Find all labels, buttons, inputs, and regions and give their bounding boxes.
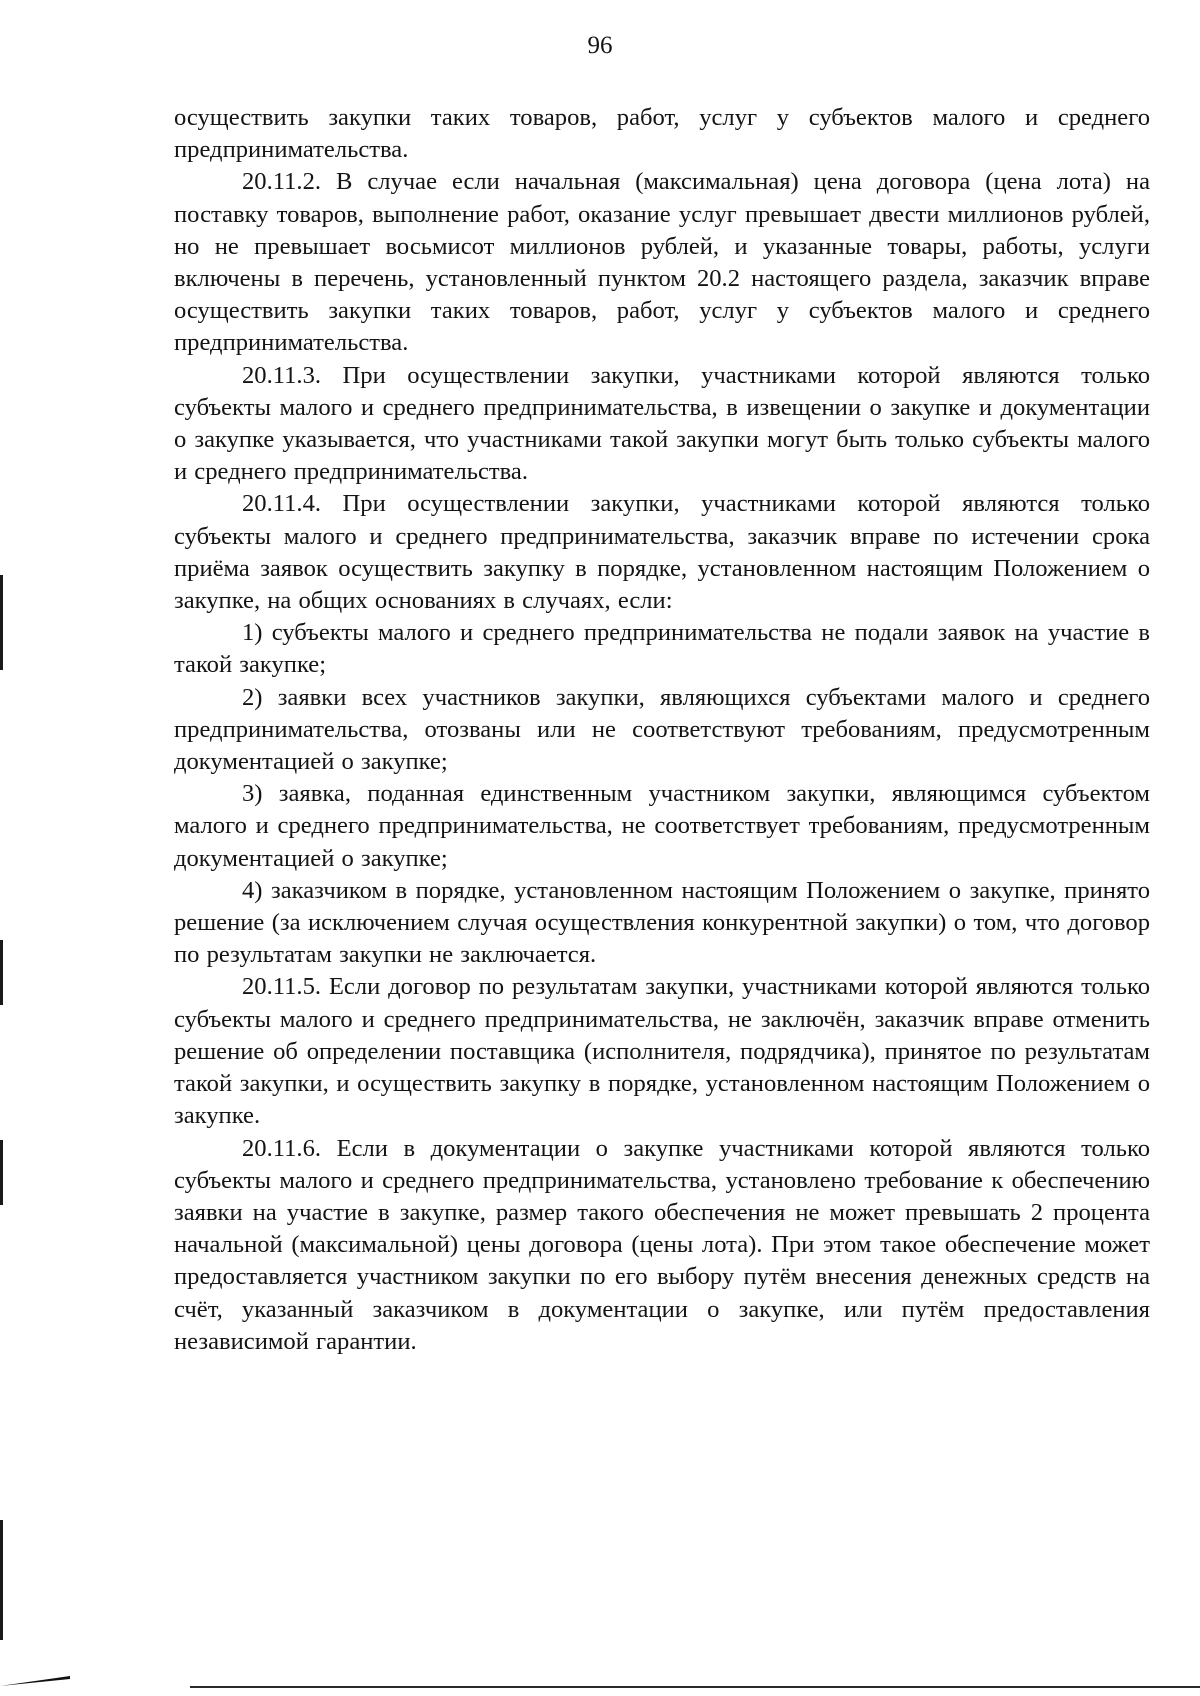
- list-item-4: 4) заказчиком в порядке, установленном настоящим Положением о закупке, принято решение (за исключением случая осуществления конкурентной закупки) о том, что договор по результатам закупки не заключается.: [174, 876, 1150, 969]
- paragraph-20-11-3: 20.11.3. При осуществлении закупки, участниками которой являются только субъекты малого и среднего предпринимательства, в извещении о закупке и документации о закупке указывается, что участниками такой закупки могут быть только субъекты малого и среднего предпринимательства.: [174, 361, 1150, 486]
- scan-edge-mark: [0, 940, 3, 1005]
- scan-corner-mark: [0, 1676, 70, 1686]
- scan-edge-mark: [0, 575, 3, 670]
- list-item-2: 2) заявки всех участников закупки, являющихся субъектами малого и среднего предпринимательства, отозваны или не соответствуют требованиям, предусмотренным документацией о закупке;: [174, 683, 1150, 776]
- list-item-1: 1) субъекты малого и среднего предпринимательства не подали заявок на участие в такой закупке;: [174, 619, 1150, 679]
- page-number: 96: [587, 32, 613, 59]
- paragraph-20-11-5: 20.11.5. Если договор по результатам закупки, участниками которой являются только субъекты малого и среднего предпринимательства, не заключён, заказчик вправе отменить решение об определении поставщика (исполнителя, подрядчика), принятое по результатам такой закупки, и осуществить закупку в порядке, установленном настоящим Положением о закупке.: [174, 973, 1150, 1130]
- document-body: [174, 102, 1150, 1358]
- paragraph-continuation: осуществить закупки таких товаров, работ, услуг у субъектов малого и среднего предпринимательства.: [174, 104, 1150, 164]
- paragraph-20-11-4: 20.11.4. При осуществлении закупки, участниками которой являются только субъекты малого и среднего предпринимательства, заказчик вправе по истечении срока приёма заявок осуществить закупку в порядке, установленном настоящим Положением о закупке, на общих основаниях в случаях, если:: [174, 490, 1150, 615]
- scan-edge-mark: [0, 1140, 3, 1205]
- list-item-3: 3) заявка, поданная единственным участником закупки, являющимся субъектом малого и среднего предпринимательства, не соответствует требованиям, предусмотренным документацией о закупке;: [174, 780, 1150, 872]
- paragraph-20-11-6: 20.11.6. Если в документации о закупке участниками которой являются только субъекты малого и среднего предпринимательства, установлено требование к обеспечению заявки на участие в закупке, размер такого обеспечения не может превышать 2 процента начальной (максимальной) цены договора (цены лота). При этом такое обеспечение может предоставляется участником закупки по его выбору путём внесения денежных средств на счёт, указанный заказчиком в документации о закупке, или путём предоставления независимой гарантии.: [174, 1134, 1150, 1355]
- scan-edge-mark: [0, 1520, 3, 1640]
- paragraph-20-11-2: 20.11.2. В случае если начальная (максимальная) цена договора (цена лота) на поставку товаров, выполнение работ, оказание услуг превышает двести миллионов рублей, но не превышает восьмисот миллионов рублей, и указанные товары, работы, услуги включены в перечень, установленный пунктом 20.2 настоящего раздела, заказчик вправе осуществить закупки таких товаров, работ, услуг у субъектов малого и среднего предпринимательства.: [174, 168, 1150, 357]
- scan-bottom-line: [190, 1686, 1200, 1688]
